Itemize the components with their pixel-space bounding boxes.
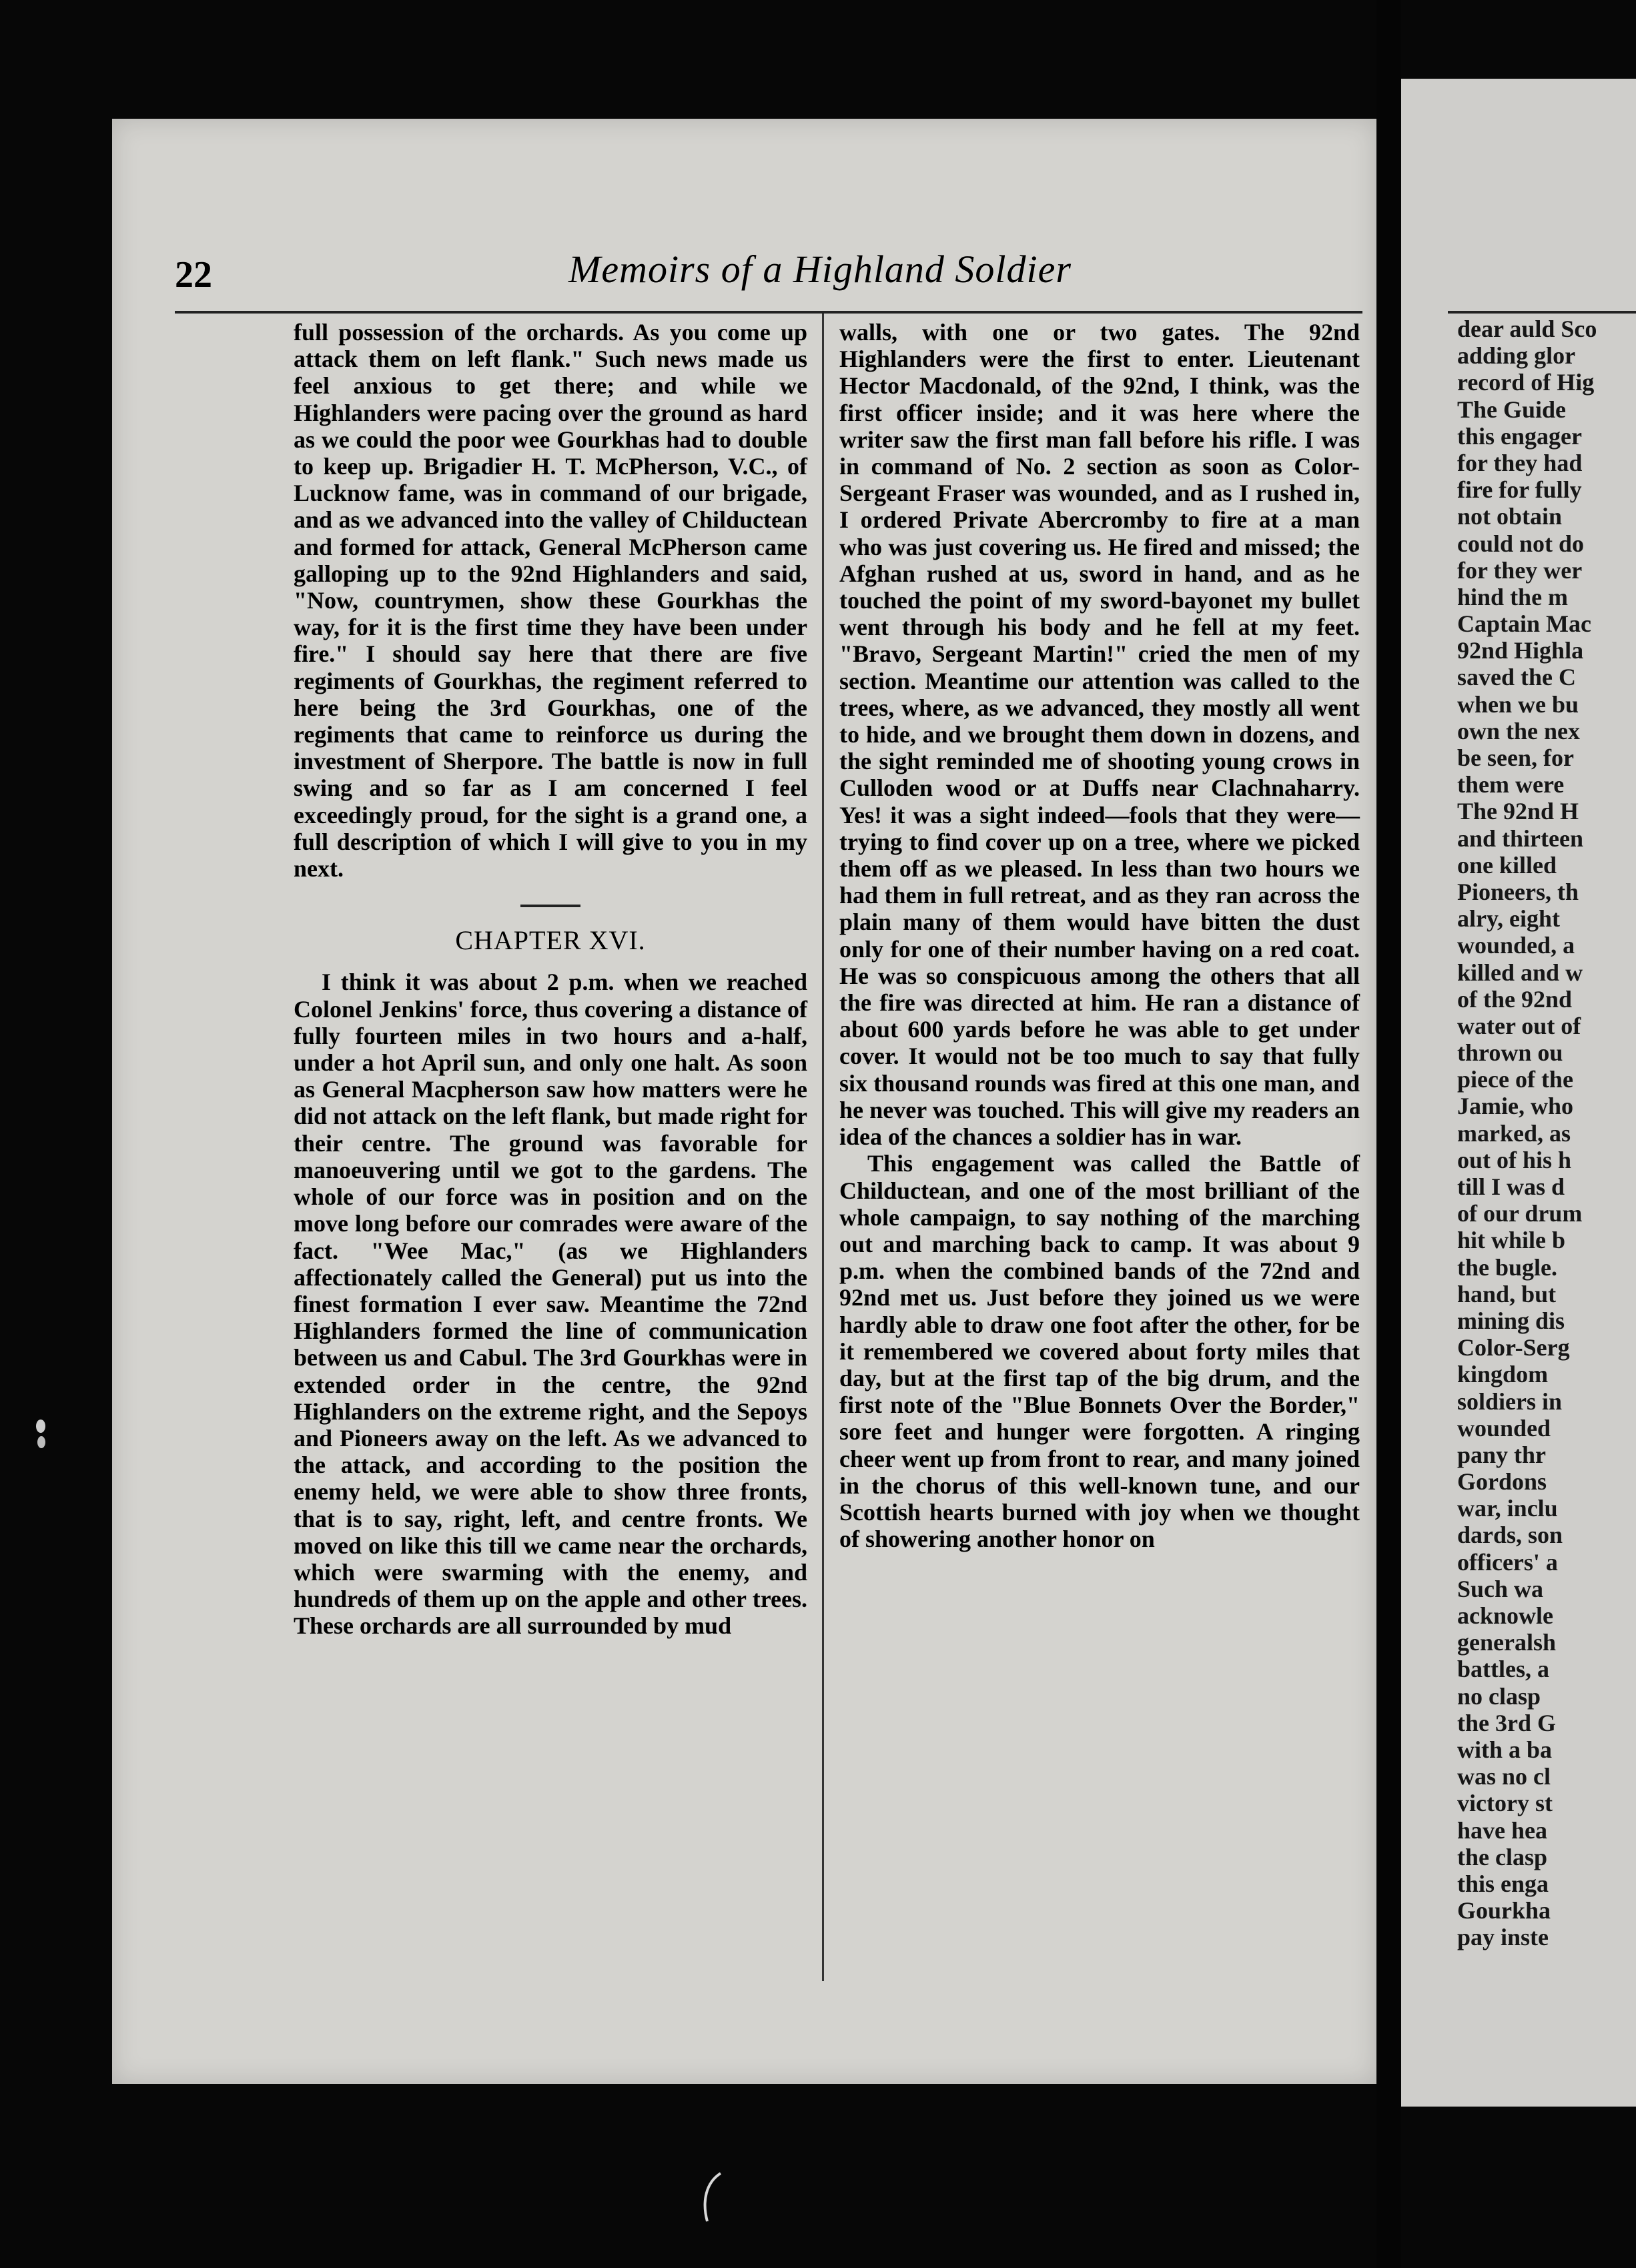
next-page-line: soldiers in	[1457, 1387, 1563, 1415]
next-page-line: with a ba	[1457, 1736, 1553, 1763]
next-page-line: record of Hig	[1457, 369, 1595, 396]
next-page-line: war, inclu	[1457, 1495, 1558, 1522]
next-page-line: this enga	[1457, 1870, 1549, 1897]
left-paragraph-2: I think it was about 2 p.m. when we reached Colonel Jenkins' force, thus covering a distance of fully fourteen miles in two hours and a-half, under a hot April sun, and only one halt. As soon as General Macpherson saw how matters were he did not attack on the left flank, but made right for their centre. The ground was favorable for manoeuvering until we got to the gardens. The whole of our force was in position and on the move long before our comrades were aware of the fact. "Wee Mac," (as we Highlanders affectionately called the General) put us into the finest formation I ever saw. Meantime the 72nd Highlanders formed the line of communication between us and Cabul. The 3rd Gourkhas were in extended order in the centre, the 92nd Highlanders on the extreme right, and the Sepoys and Pioneers away on the left. As we advanced to the attack, and according to the position the enemy held, we were able to show three fronts, that is to say, right, left, and centre fronts. We moved on like this till we came near the orchards, which were swarming with the enemy, and hundreds of them up on the apple and other trees. These orchards are all surrounded by mud	[294, 969, 807, 1640]
next-page-line: of our drum	[1457, 1200, 1583, 1227]
next-page-line: saved the C	[1457, 664, 1576, 691]
scan-pen-mark	[694, 2168, 734, 2228]
next-page-line: adding glor	[1457, 342, 1576, 370]
next-page-line: could not do	[1457, 530, 1585, 557]
next-page-line: Color-Serg	[1457, 1334, 1570, 1361]
next-page-line: Pioneers, th	[1457, 878, 1579, 905]
next-page-line: wounded, a	[1457, 932, 1575, 959]
next-page-line: generalsh	[1457, 1629, 1556, 1656]
chapter-heading: CHAPTER XVI.	[455, 925, 646, 956]
column-divider	[822, 314, 824, 1981]
right-paragraph-2: This engagement was called the Battle of Chilductean, and one of the most brilliant of the whole campaign, to say nothing of the marching out and marching back to camp. It was about 9 p.m. when the combined bands of the 72nd and 92nd met us. Just before they joined us we were hardly able to draw one foot after the other, for be it remembered we covered about forty miles that day, but at the first tap of the big drum, and the first note of the "Blue Bonnets Over the Border," sore feet and hunger were forgotten. A ringing cheer went up from front to rear, and many joined in the chorus of this well-known tune, and our Scottish hearts burned with joy when we thought of showering another honor on	[839, 1150, 1360, 1553]
next-page-line: was no cl	[1457, 1763, 1551, 1790]
book-gutter	[1376, 0, 1401, 2268]
next-page-line: no clasp	[1457, 1682, 1541, 1710]
next-page-line: water out of	[1457, 1012, 1581, 1039]
next-page-line: 92nd Highla	[1457, 637, 1584, 664]
next-page-line: own the nex	[1457, 717, 1581, 744]
next-page-line: be seen, for	[1457, 744, 1574, 771]
page-number: 22	[175, 254, 212, 296]
next-page-text	[1457, 316, 1636, 1950]
next-page-line: mining dis	[1457, 1307, 1565, 1334]
next-page-line: acknowle	[1457, 1602, 1553, 1629]
next-page-line: battles, a	[1457, 1656, 1549, 1683]
next-page-line: Such wa	[1457, 1575, 1544, 1602]
next-page-line: for they had	[1457, 449, 1583, 476]
next-page-line: one killed	[1457, 851, 1557, 879]
next-page-line: The Guide	[1457, 396, 1567, 423]
right-column	[839, 319, 1360, 1552]
next-page-line: hind the m	[1457, 583, 1569, 610]
next-page-line: of the 92nd	[1457, 985, 1573, 1013]
next-page-line: pay inste	[1457, 1924, 1549, 1951]
next-page-line: wounded	[1457, 1414, 1551, 1442]
scan-speck-mark	[33, 1414, 48, 1454]
next-page-line: dear auld Sco	[1457, 316, 1597, 342]
next-page-line: kingdom	[1457, 1361, 1549, 1388]
next-page-line: this engager	[1457, 422, 1582, 450]
next-page-line: and thirteen	[1457, 824, 1583, 852]
next-page-line: have hea	[1457, 1816, 1547, 1844]
next-page-line: the 3rd G	[1457, 1709, 1556, 1736]
next-page-line: victory st	[1457, 1790, 1553, 1817]
next-page-line: The 92nd H	[1457, 798, 1579, 825]
next-page-line: hand, but	[1457, 1280, 1557, 1307]
next-page-line: hit while b	[1457, 1227, 1566, 1254]
next-page-line: marked, as	[1457, 1119, 1571, 1147]
next-page-line: Jamie, who	[1457, 1093, 1573, 1120]
next-page-line: thrown ou	[1457, 1039, 1563, 1067]
header-rule	[175, 311, 1362, 314]
next-page-line: till I was d	[1457, 1173, 1565, 1200]
next-page-line: fire for fully	[1457, 476, 1582, 504]
next-page-line: Gordons	[1457, 1468, 1547, 1496]
next-page-fragment	[1401, 79, 1636, 2107]
left-paragraph-1: full possession of the orchards. As you come up attack them on left flank." Such news made us feel anxious to get there; and while we Highlanders were pacing over the ground as hard as we could the poor wee Gourkhas had to double to keep up. Brigadier H. T. McPherson, V.C., of Lucknow fame, was in command of our brigade, and as we advanced into the valley of Chilductean and formed for attack, General McPherson came galloping up to the 92nd Highlanders and said, "Now, countrymen, show these Gourkhas the way, for it is the first time they have been under fire." I should say here that there are five regiments of Gourkhas, the regiment referred to here being the 3rd Gourkhas, one of the regiments that came to reinforce us during the investment of Sherpore. The battle is now in full swing and so far as I am concerned I feel exceedingly proud, for the sight is a grand one, a full description of which I will give to you in my next.	[294, 319, 807, 883]
next-page-line: killed and w	[1457, 959, 1583, 986]
next-page-line: Gourkha	[1457, 1897, 1551, 1924]
next-page-line: alry, eight	[1457, 905, 1560, 933]
right-paragraph-1: walls, with one or two gates. The 92nd Highlanders were the first to enter. Lieutenant Hector Macdonald, of the 92nd, I think, was the first officer inside; and it was here where the writer saw the first man fall before his rifle. I was in command of No. 2 section as soon as Color-Sergeant Fraser was wounded, and as I rushed in, I ordered Private Abercromby to fire at a man who was just covering us. He fired and missed; the Afghan rushed at us, sword in hand, and as he touched the point of my sword-bayonet my bullet went through his body and he fell at my feet. "Bravo, Sergeant Martin!" cried the men of my section. Meantime our attention was called to the trees, where, as we advanced, they mostly all went to hide, and we brought them down in dozens, and the sight reminded me of shooting young crows in Culloden wood or at Duffs near Clachnaharry. Yes! it was a sight indeed—fools that they were—trying to find cover up on a tree, where we picked them off as we pleased. In less than two hours we had them in full retreat, and as they ran across the plain many of them would have bitten the dust only for one of their number having on a red coat. He was so conspicuous among the others that all the fire was directed at him. He ran a distance of about 600 yards before he was able to get under cover. It would not be too much to say that fully six thousand rounds was fired at this one man, and he never was touched. This will give my readers an idea of the chances a soldier has in war.	[839, 319, 1360, 1151]
next-page-rule	[1448, 311, 1636, 314]
next-page-line: when we bu	[1457, 690, 1579, 718]
next-page-line: them were	[1457, 771, 1565, 798]
next-page-line: the bugle.	[1457, 1253, 1558, 1281]
next-page-line: the clasp	[1457, 1843, 1547, 1870]
next-page-line: for they wer	[1457, 556, 1583, 584]
next-page-line: Captain Mac	[1457, 610, 1591, 638]
next-page-line: piece of the	[1457, 1066, 1573, 1093]
chapter-separator	[520, 905, 580, 907]
next-page-line: not obtain	[1457, 503, 1563, 530]
next-page-line: dards, son	[1457, 1522, 1563, 1549]
next-page-line: pany thr	[1457, 1441, 1547, 1468]
left-column	[294, 319, 807, 1640]
next-page-line: out of his h	[1457, 1146, 1572, 1173]
next-page-line: officers' a	[1457, 1548, 1558, 1576]
running-title: Memoirs of a Highland Soldier	[568, 247, 1072, 291]
page-header	[175, 247, 1362, 307]
